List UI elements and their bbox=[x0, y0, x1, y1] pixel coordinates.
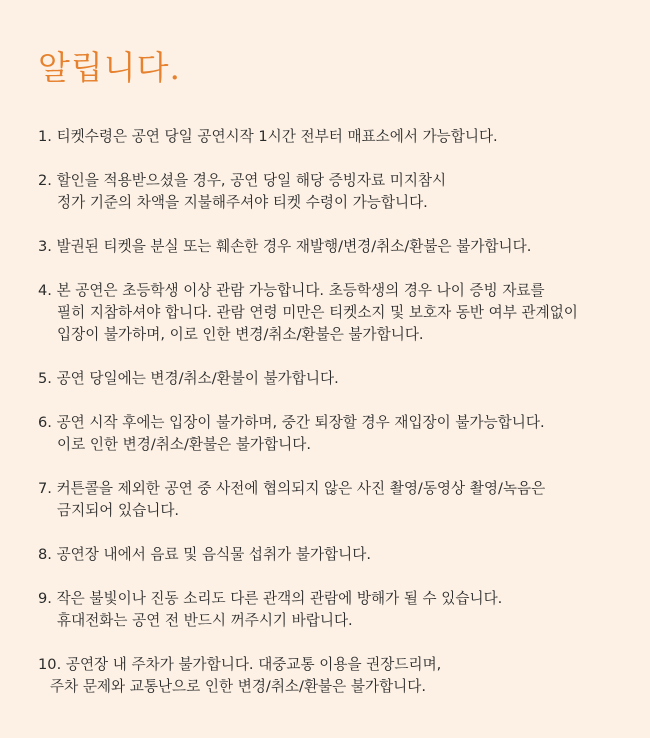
notice-line: 입장이 불가하며, 이로 인한 변경/취소/환불은 불가합니다. bbox=[57, 326, 424, 343]
notice-line: 9. 작은 불빛이나 진동 소리도 다른 관객의 관람에 방해가 될 수 있습니다. bbox=[38, 590, 503, 607]
notice-line: 필히 지참하셔야 합니다. 관람 연령 미만은 티켓소지 및 보호자 동반 여부 관계없이 bbox=[57, 304, 578, 321]
notice-line: 5. 공연 당일에는 변경/취소/환불이 불가합니다. bbox=[38, 370, 339, 387]
notice-line: 8. 공연장 내에서 음료 및 음식물 섭취가 불가합니다. bbox=[38, 546, 371, 563]
notice-line: 정가 기준의 차액을 지불해주셔야 티켓 수령이 가능합니다. bbox=[57, 194, 428, 211]
notice-item-4 bbox=[38, 280, 650, 346]
notice-list bbox=[38, 126, 650, 698]
notice-item-6 bbox=[38, 412, 650, 456]
page-title: 알립니다. bbox=[38, 48, 182, 87]
notice-line: 3. 발권된 티켓을 분실 또는 훼손한 경우 재발행/변경/취소/환불은 불가합니다. bbox=[38, 238, 532, 255]
notice-item-3 bbox=[38, 236, 650, 258]
notice-item-5 bbox=[38, 368, 650, 390]
notice-line: 금지되어 있습니다. bbox=[57, 502, 180, 519]
notice-line: 6. 공연 시작 후에는 입장이 불가하며, 중간 퇴장할 경우 재입장이 불가능합니다. bbox=[38, 414, 545, 431]
notice-item-7 bbox=[38, 478, 650, 522]
notice-line: 주차 문제와 교통난으로 인한 변경/취소/환불은 불가합니다. bbox=[50, 678, 427, 695]
notice-line: 7. 커튼콜을 제외한 공연 중 사전에 협의되지 않은 사진 촬영/동영상 촬영/녹음은 bbox=[38, 480, 546, 497]
notice-item-10 bbox=[38, 654, 650, 698]
notice-line: 이로 인한 변경/취소/환불은 불가합니다. bbox=[57, 436, 311, 453]
notice-line: 휴대전화는 공연 전 반드시 꺼주시기 바랍니다. bbox=[57, 612, 353, 629]
notice-line: 1. 티켓수령은 공연 당일 공연시작 1시간 전부터 매표소에서 가능합니다. bbox=[38, 128, 498, 145]
notice-item-1 bbox=[38, 126, 650, 148]
notice-line: 2. 할인을 적용받으셨을 경우, 공연 당일 해당 증빙자료 미지참시 bbox=[38, 172, 447, 189]
notice-line: 4. 본 공연은 초등학생 이상 관람 가능합니다. 초등학생의 경우 나이 증빙 자료를 bbox=[38, 282, 545, 299]
notice-line: 10. 공연장 내 주차가 불가합니다. 대중교통 이용을 권장드리며, bbox=[38, 656, 442, 673]
notice-item-2 bbox=[38, 170, 650, 214]
notice-item-8 bbox=[38, 544, 650, 566]
notice-item-9 bbox=[38, 588, 650, 632]
